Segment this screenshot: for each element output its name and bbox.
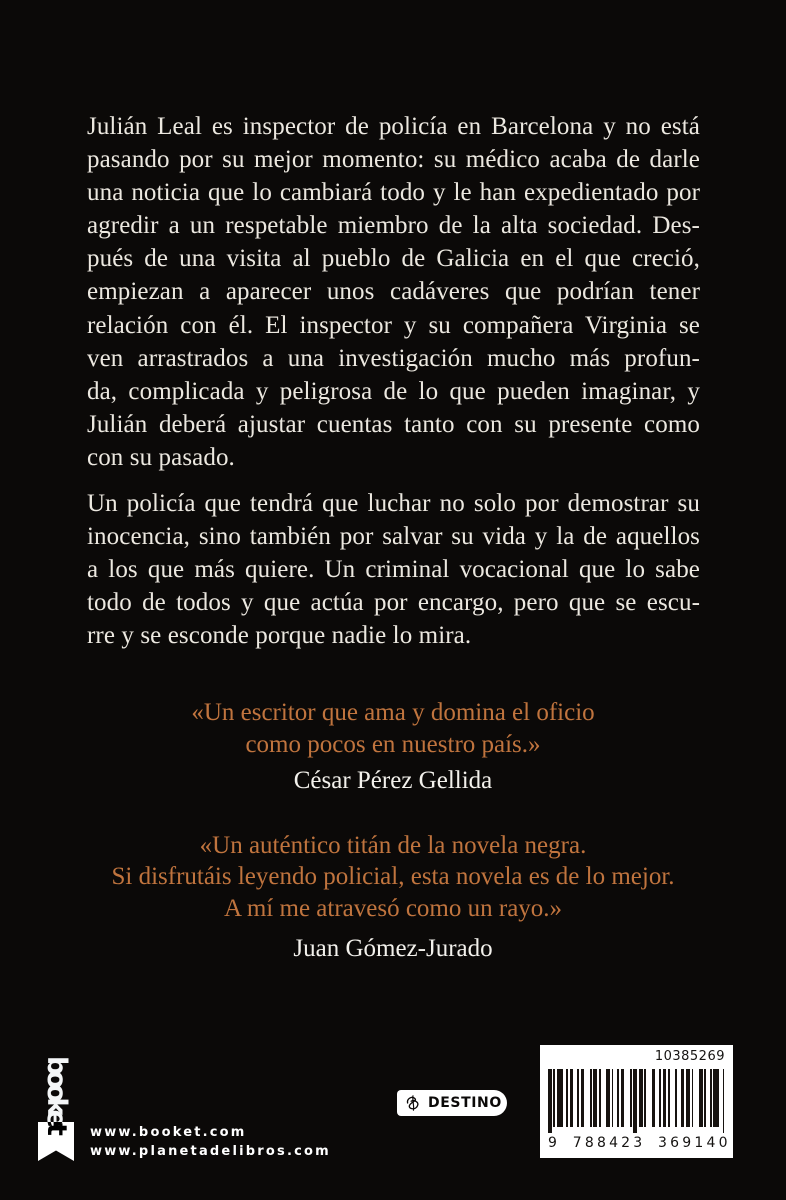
text-line: pasando por su mejor momento: su médico acaba de darle <box>87 146 700 174</box>
text-line: rre y se esconde porque nadie lo mira. <box>87 622 472 650</box>
text-line: con su pasado. <box>87 443 235 471</box>
text-line: Un policía que tendrá que luchar no solo por demostrar su <box>87 490 700 518</box>
review-author: César Pérez Gellida <box>293 767 493 794</box>
barcode-bars <box>548 1069 725 1133</box>
text-line: agredir a un respetable miembro de la alta sociedad. Des- <box>87 212 700 240</box>
text-line: relación con él. El inspector y su compañera Virginia se <box>87 311 700 339</box>
text-line: pués de una visita al pueblo de Galicia en el que creció, <box>87 245 700 273</box>
review-quotes <box>0 697 786 965</box>
barcode-top-number: 10385269 <box>654 1049 725 1064</box>
text-line: «Un auténtico titán de la novela negra. <box>199 831 587 859</box>
synopsis-paragraph-1 <box>87 110 700 474</box>
text-line: empiezan a aparecer unos cadáveres que podrían tener <box>87 278 700 306</box>
website-url-planetadelibros: www.planetadelibros.com <box>90 1143 331 1159</box>
synopsis <box>87 110 700 653</box>
booket-logo <box>38 1054 78 1164</box>
review-quote <box>0 830 786 925</box>
publisher-websites <box>90 1124 331 1161</box>
website-url-booket: www.booket.com <box>90 1125 247 1140</box>
destino-logo-label: DESTINO <box>428 1095 502 1111</box>
booket-logo-text: booket <box>41 1056 72 1131</box>
review-author: Juan Gómez-Jurado <box>293 935 493 962</box>
text-line: Julián deberá ajustar cuentas tanto con su presente como <box>87 410 700 438</box>
text-line: Si disfrutáis leyendo policial, esta novela es de lo mejor. <box>111 863 675 890</box>
text-line: como pocos en nuestro país.» <box>245 730 541 758</box>
text-line: inocencia, sino también por salvar su vida y la de aquellos <box>87 523 700 551</box>
text-line: Julián Leal es inspector de policía en Barcelona y no está <box>87 113 700 140</box>
synopsis-paragraph-2 <box>87 487 700 652</box>
barcode <box>540 1045 733 1158</box>
text-line: ven arrastrados a una investigación mucho más profun- <box>87 344 700 372</box>
destino-emblem-icon <box>404 1094 422 1112</box>
review-quote <box>0 697 786 760</box>
barcode-ean-number: 9 788423 369140 <box>548 1135 731 1151</box>
text-line: una noticia que lo cambiará todo y le han expedientado por <box>87 179 700 207</box>
text-line: «Un escritor que ama y domina el oficio <box>191 699 595 726</box>
text-line: A mí me atravesó como un rayo.» <box>223 894 563 922</box>
review-2 <box>0 830 786 965</box>
text-line: da, complicada y peligrosa de lo que pueden imaginar, y <box>87 377 700 405</box>
destino-logo <box>397 1090 507 1116</box>
text-line: a los que más quiere. Un criminal vocacional que lo sabe <box>87 556 700 584</box>
review-1 <box>0 697 786 797</box>
text-line: todo de todos y que actúa por encargo, pero que se escu- <box>87 589 700 617</box>
